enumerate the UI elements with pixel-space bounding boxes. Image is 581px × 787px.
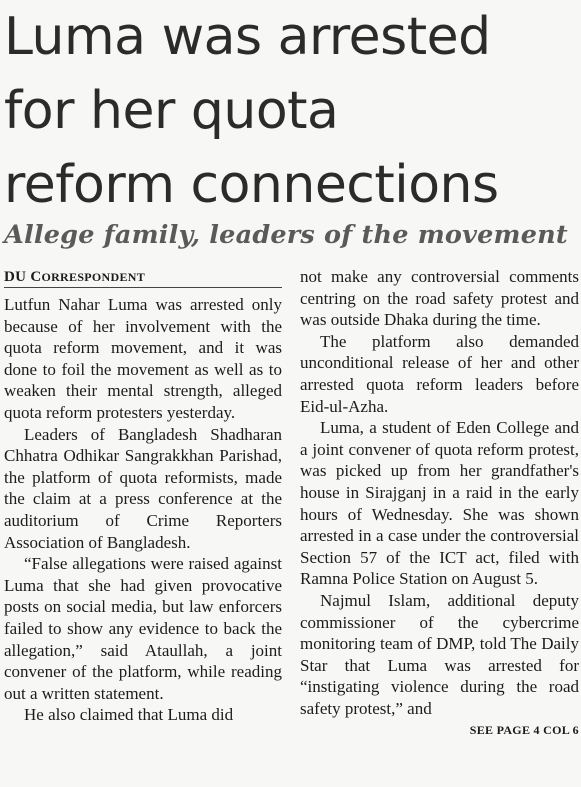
paragraph-2: Leaders of Bangladesh Shadharan Chhatra Odhikar Sangrakkhan Parishad, the platform of quota reformists, made the claim at a press conference at the auditorium of Crime Reporters Association of Bangladesh. bbox=[4, 424, 282, 552]
byline bbox=[4, 266, 282, 288]
byline-first: DU C bbox=[4, 269, 42, 285]
byline-rest: ORRESPONDENT bbox=[41, 270, 146, 284]
paragraph-3: “False allegations were raised against Luma that she had given provocative posts on social media, but law enforcers failed to show any evidence to back the allegation,” said Ataullah, a joint convener of the platform, while reading out a written statement. bbox=[4, 554, 282, 703]
headline-line-1: Luma was arrested bbox=[4, 7, 491, 67]
paragraph-7: Luma, a student of Eden College and a joint convener of quota reform protest, was picked up from her grandfather's house in Sirajganj in a raid in the early hours of Wednesday. She was shown arrested in a case under the controversial Section 57 of the ICT act, filed with Ramna Police Station on August 5. bbox=[300, 418, 579, 589]
headline-line-2: for her quota bbox=[4, 81, 339, 141]
continued-jump-line: SEE PAGE 4 COL 6 bbox=[469, 723, 579, 738]
article-column-left bbox=[4, 266, 282, 726]
paragraph-8: Najmul Islam, additional deputy commissioner of the cybercrime monitoring team of DMP, told The Daily Star that Luma was arrested for “instigating violence during the road safety protest,” and bbox=[300, 590, 579, 718]
article-column-right bbox=[300, 266, 579, 739]
subheadline: Allege family, leaders of the movement bbox=[4, 220, 568, 250]
headline-line-3: reform connections bbox=[4, 155, 499, 215]
paragraph-4: He also claimed that Luma did bbox=[24, 705, 234, 725]
paragraph-6: The platform also demanded unconditional release of her and other arrested quota reform leaders before Eid-ul-Azha. bbox=[300, 331, 579, 416]
headline bbox=[4, 0, 581, 222]
paragraph-1: Lutfun Nahar Luma was arrested only because of her involvement with the quota reform movement, and it was done to foil the movement as well as to weaken their mental strength, alleged quota reform protesters yesterday. bbox=[4, 295, 282, 422]
paragraph-5: not make any controversial comments centring on the road safety protest and was outside Dhaka during the time. bbox=[300, 267, 579, 330]
